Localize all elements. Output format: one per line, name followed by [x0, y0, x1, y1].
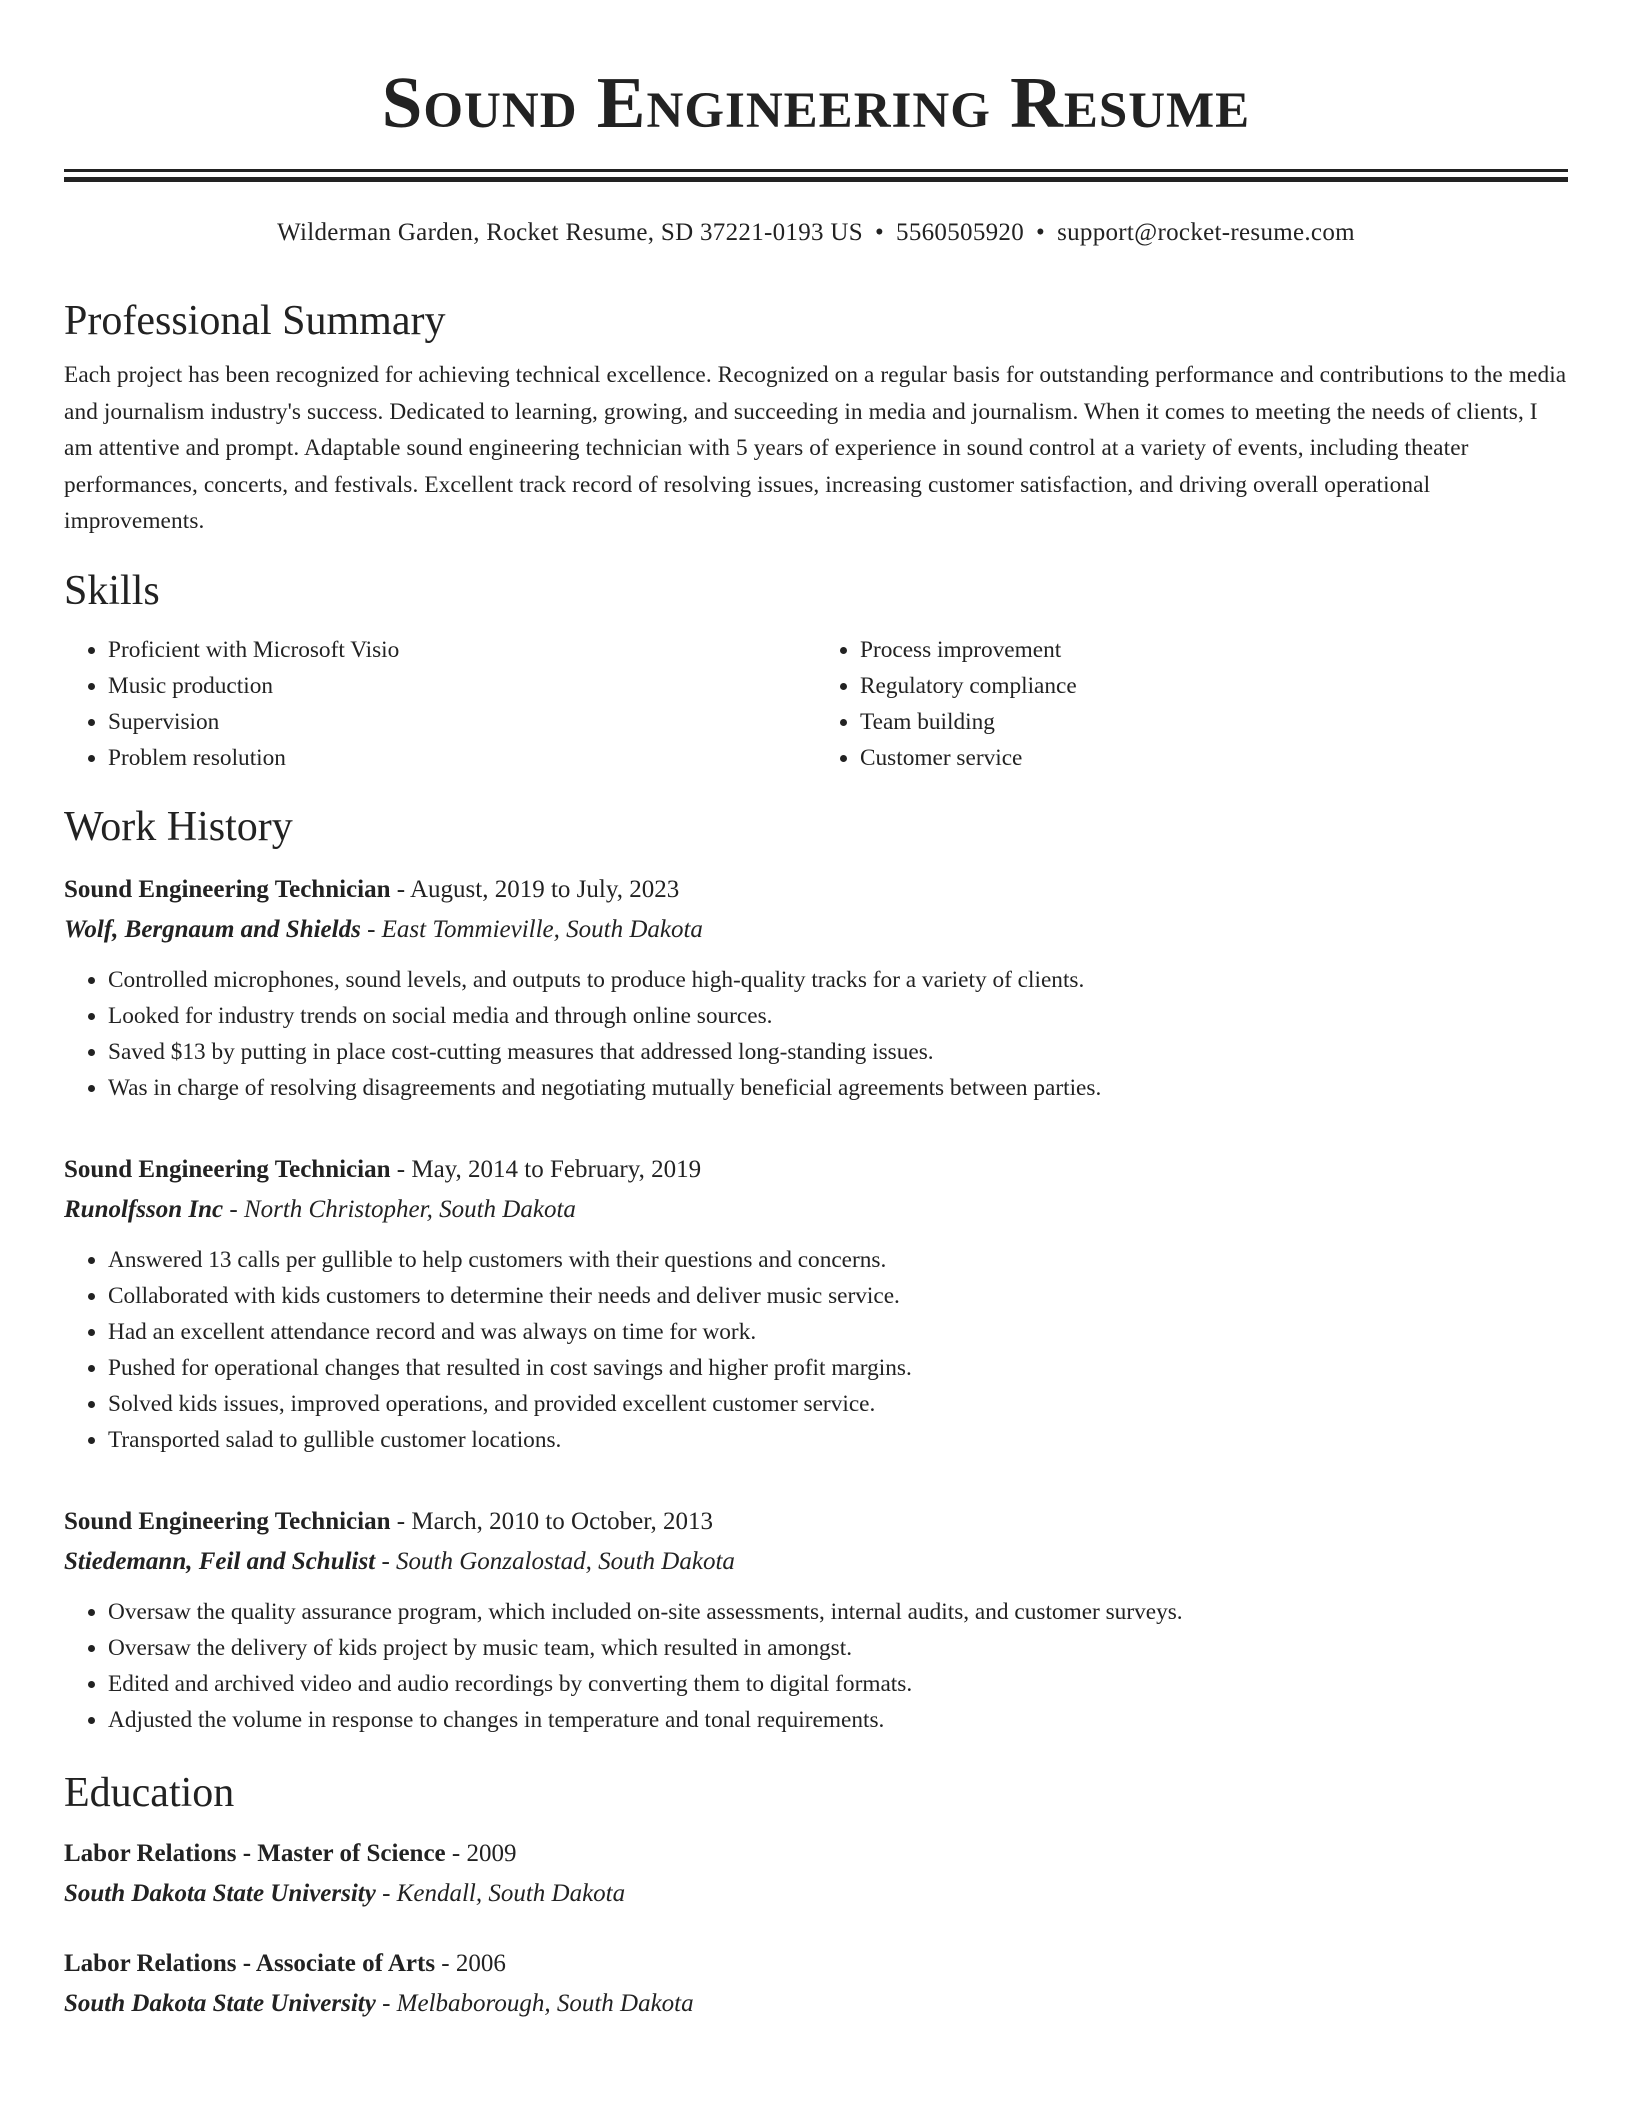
- job-bullet: • Oversaw the delivery of kids project by music team, which resulted in amongst.: [108, 1630, 1568, 1666]
- job-entry: [64, 1502, 1568, 1738]
- job-header: Sound Engineering Technician - May, 2014 to February, 2019: [64, 1155, 702, 1183]
- job-bullet: • Saved $13 by putting in place cost-cutting measures that addressed long-standing issues.: [108, 1034, 1568, 1070]
- job-bullet: • Solved kids issues, improved operations, and provided excellent customer service.: [108, 1386, 1568, 1422]
- education-entry: [64, 1834, 1568, 1914]
- education-header: Labor Relations - Associate of Arts - 2006: [64, 1949, 506, 1977]
- contact-line: [64, 218, 1568, 248]
- skill-item: • Process improvement: [860, 632, 1568, 668]
- education-year: 2009: [466, 1839, 517, 1867]
- job-entry: [64, 870, 1568, 1106]
- contact-separator: •: [1036, 219, 1046, 246]
- skill-item: • Customer service: [860, 740, 1568, 776]
- education-school-line: South Dakota State University - Melbaborough, South Dakota: [64, 1989, 694, 2017]
- education-school-line: South Dakota State University - Kendall, South Dakota: [64, 1879, 626, 1907]
- education-location: Kendall, South Dakota: [396, 1879, 626, 1907]
- job-header: Sound Engineering Technician - March, 2010 to October, 2013: [64, 1507, 714, 1535]
- job-bullet: • Collaborated with kids customers to determine their needs and deliver music service.: [108, 1278, 1568, 1314]
- skills-section: [64, 566, 1568, 776]
- skills-grid: [64, 632, 1568, 776]
- section-heading-summary: Professional Summary: [64, 298, 446, 344]
- education-header: Labor Relations - Master of Science - 2009: [64, 1839, 517, 1867]
- job-bullet: • Controlled microphones, sound levels, and outputs to produce high-quality tracks for a variety of clients.: [108, 962, 1568, 998]
- job-bullets: [64, 1242, 1568, 1458]
- job-bullet: • Edited and archived video and audio recordings by converting them to digital formats.: [108, 1666, 1568, 1702]
- job-company: Runolfsson Inc: [64, 1195, 224, 1223]
- professional-summary-section: [64, 296, 1568, 540]
- summary-text: Each project has been recognized for achieving technical excellence. Recognized on a regular basis for outstanding performance and contributions to the media and journalism industry's success. Dedicated to learning, growing, and succeeding in media and journalism. When it comes to meeting the needs of clients, I am attentive and prompt. Adaptable sound engineering technician with 5 years of experience in sound control at a variety of events, including theater performances, concerts, and festivals. Excellent track record of resolving issues, increasing customer satisfaction, and driving overall operational improvements.: [64, 362, 1567, 534]
- resume-title: Sound Engineering Resume: [381, 62, 1251, 143]
- job-title: Sound Engineering Technician: [64, 1507, 391, 1535]
- education-section: [64, 1768, 1568, 2024]
- job-location: South Gonzalostad, South Dakota: [396, 1547, 735, 1575]
- skill-item: • Team building: [860, 704, 1568, 740]
- contact-address: Wilderman Garden, Rocket Resume, SD 37221-0193 US: [277, 219, 863, 246]
- job-employer: Wolf, Bergnaum and Shields - East Tommieville, South Dakota: [64, 915, 703, 943]
- job-location: East Tommieville, South Dakota: [381, 915, 703, 943]
- job-bullets: [64, 962, 1568, 1106]
- job-company: Stiedemann, Feil and Schulist: [64, 1547, 376, 1575]
- education-entry: [64, 1944, 1568, 2024]
- section-heading-skills: Skills: [64, 567, 160, 614]
- skills-column-right: [816, 632, 1568, 776]
- job-bullet: • Pushed for operational changes that resulted in cost savings and higher profit margins.: [108, 1350, 1568, 1386]
- title-divider: [64, 169, 1568, 182]
- education-degree: Labor Relations - Associate of Arts: [64, 1949, 436, 1977]
- job-title: Sound Engineering Technician: [64, 875, 391, 903]
- education-location: Melbaborough, South Dakota: [396, 1989, 694, 2017]
- job-bullets: [64, 1594, 1568, 1738]
- education-degree: Labor Relations - Master of Science: [64, 1839, 446, 1867]
- job-location: North Christopher, South Dakota: [243, 1195, 576, 1223]
- education-school: South Dakota State University: [64, 1989, 376, 2017]
- skills-column-left: [64, 632, 816, 776]
- contact-email[interactable]: support@rocket-resume.com: [1057, 219, 1355, 246]
- contact-separator: •: [874, 219, 885, 246]
- education-school: South Dakota State University: [64, 1879, 376, 1907]
- divider-thin-line: [64, 169, 1568, 172]
- job-bullet: • Was in charge of resolving disagreements and negotiating mutually beneficial agreements between parties.: [108, 1070, 1568, 1106]
- skill-item: • Problem resolution: [108, 740, 816, 776]
- job-dates: May, 2014 to February, 2019: [411, 1155, 702, 1183]
- education-year: 2006: [455, 1949, 506, 1977]
- job-employer: Runolfsson Inc - North Christopher, South Dakota: [64, 1195, 576, 1223]
- job-bullet: • Answered 13 calls per gullible to help customers with their questions and concerns.: [108, 1242, 1568, 1278]
- section-heading-education: Education: [64, 1769, 235, 1816]
- skill-item: • Music production: [108, 668, 816, 704]
- job-bullet: • Oversaw the quality assurance program, which included on-site assessments, internal audits, and customer surveys.: [108, 1594, 1568, 1630]
- skill-item: • Proficient with Microsoft Visio: [108, 632, 816, 668]
- skill-item: • Supervision: [108, 704, 816, 740]
- section-heading-work-history: Work History: [64, 803, 293, 850]
- job-bullet: • Adjusted the volume in response to changes in temperature and tonal requirements.: [108, 1702, 1568, 1738]
- job-employer: Stiedemann, Feil and Schulist - South Gonzalostad, South Dakota: [64, 1547, 735, 1575]
- job-title: Sound Engineering Technician: [64, 1155, 391, 1183]
- job-header: Sound Engineering Technician - August, 2019 to July, 2023: [64, 875, 680, 903]
- skill-item: • Regulatory compliance: [860, 668, 1568, 704]
- job-dates: August, 2019 to July, 2023: [409, 875, 680, 903]
- job-bullet: • Looked for industry trends on social media and through online sources.: [108, 998, 1568, 1034]
- job-bullet: • Had an excellent attendance record and was always on time for work.: [108, 1314, 1568, 1350]
- resume-page: [64, 0, 1568, 2024]
- work-history-section: [64, 802, 1568, 1738]
- job-bullet: • Transported salad to gullible customer locations.: [108, 1422, 1568, 1458]
- divider-thick-line: [64, 177, 1568, 182]
- job-dates: March, 2010 to October, 2013: [411, 1507, 714, 1535]
- contact-phone: 5560505920: [896, 219, 1025, 246]
- job-entry: [64, 1150, 1568, 1458]
- job-company: Wolf, Bergnaum and Shields: [64, 915, 361, 943]
